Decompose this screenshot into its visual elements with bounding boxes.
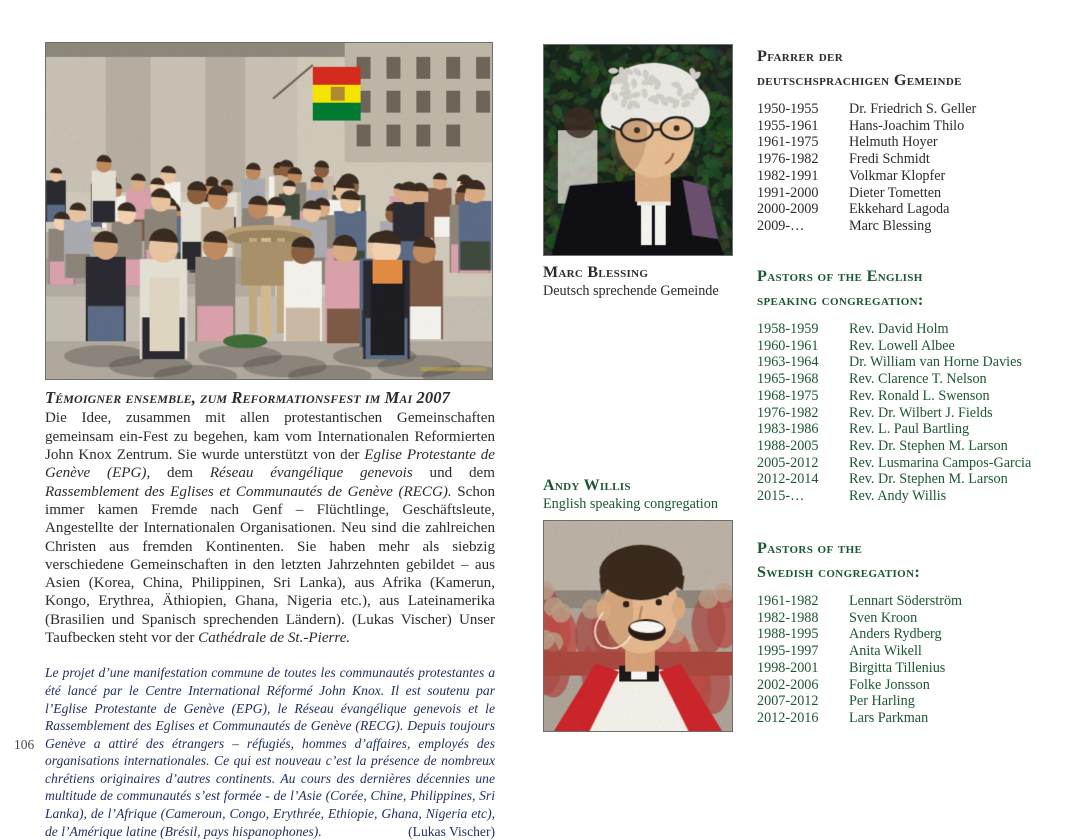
roster-row bbox=[757, 151, 1057, 168]
roster-heading-line1: Pastors of the English bbox=[757, 267, 923, 285]
roster-name: Ekkehard Lagoda bbox=[849, 201, 950, 218]
roster-years: 1968-1975 bbox=[757, 387, 819, 404]
roster-years: 2000-2009 bbox=[757, 201, 819, 218]
german-italic-4: Cathédrale de St.-Pierre. bbox=[198, 630, 351, 647]
roster-years: 1988-1995 bbox=[757, 626, 819, 643]
roster-name: Rev. Clarence T. Nelson bbox=[849, 371, 987, 388]
roster-row bbox=[757, 677, 1057, 694]
roster-row bbox=[757, 660, 1057, 677]
roster-years: 1961-1975 bbox=[757, 134, 819, 151]
french-credit: (Lukas Vischer) bbox=[408, 823, 495, 839]
reformation-festival-photo bbox=[45, 42, 493, 380]
photo-caption bbox=[45, 389, 495, 407]
roster-name: Rev. Andy Willis bbox=[849, 488, 947, 505]
roster-row bbox=[757, 218, 1057, 235]
andy-willis-portrait bbox=[543, 520, 733, 732]
roster-row bbox=[757, 455, 1057, 472]
roster-row bbox=[757, 388, 1057, 405]
roster-name: Folke Jonsson bbox=[849, 676, 930, 693]
roster-years: 1982-1988 bbox=[757, 609, 819, 626]
roster-years: 2015-… bbox=[757, 488, 805, 505]
french-text: Le projet d’une manifestation commune de toutes les communautés protestantes a été lancé par le Centre International Réformé John Knox. Il est soutenu par l’Eglise Protestante de Genève (EPG), le Réseau évangélique genevois et le Rassemblement des Eglises et Communautés de Genève (RECG). Depuis toujours Genève a attiré des étrangers – réfugiés, hommes d’affaires, employés des organisations internationales. Ce qui est nouveau c’est la présence de nombreux chrétiens originaires d’autres continents. Au cours des dernières décennies une multitude de communautés s’est formée - de l’Asie (Corée, Chine, Philippines, Sri Lanka), de l’Afrique (Cameroun, Congo, Erythrée, Ethiopie, Ghana, Nigeria etc), de l’Amérique latine (Brésil, pays hispanophones). bbox=[45, 665, 495, 839]
roster-row bbox=[757, 438, 1057, 455]
roster-row bbox=[757, 168, 1057, 185]
portrait-name-andy: Andy Willis bbox=[543, 477, 631, 494]
roster-row bbox=[757, 693, 1057, 710]
portrait-role-marc: Deutsch sprechende Gemeinde bbox=[543, 282, 719, 299]
roster-row bbox=[757, 710, 1057, 727]
roster-name: Rev. Dr. Stephen M. Larson bbox=[849, 437, 1008, 454]
portrait-role-andy: English speaking congregation bbox=[543, 495, 718, 512]
roster-years: 1955-1961 bbox=[757, 117, 819, 134]
roster-name: Rev. Ronald L. Swenson bbox=[849, 387, 990, 404]
left-column bbox=[45, 42, 495, 840]
roster-row bbox=[757, 185, 1057, 202]
roster-english-pastors bbox=[757, 264, 1057, 505]
roster-row bbox=[757, 118, 1057, 135]
roster-row bbox=[757, 593, 1057, 610]
roster-name: Rev. Dr. Wilbert J. Fields bbox=[849, 404, 993, 421]
roster-name: Rev. Lowell Albee bbox=[849, 337, 955, 354]
roster-row bbox=[757, 471, 1057, 488]
roster-rows-german bbox=[757, 101, 1057, 235]
roster-row bbox=[757, 321, 1057, 338]
roster-years: 1961-1982 bbox=[757, 593, 819, 609]
roster-years: 1965-1968 bbox=[757, 371, 819, 388]
roster-name: Marc Blessing bbox=[849, 217, 932, 234]
roster-name: Dr. Friedrich S. Geller bbox=[849, 101, 977, 117]
roster-heading-line1: Pastors of the bbox=[757, 539, 863, 557]
roster-name: Anders Rydberg bbox=[849, 626, 942, 643]
roster-german-pastors bbox=[757, 44, 1057, 235]
german-text-3: und dem bbox=[412, 465, 495, 482]
roster-swedish-pastors bbox=[757, 536, 1057, 727]
roster-row bbox=[757, 354, 1057, 371]
roster-name: Helmuth Hoyer bbox=[849, 134, 938, 151]
roster-years: 1988-2005 bbox=[757, 437, 819, 454]
roster-name: Sven Kroon bbox=[849, 609, 918, 626]
roster-name: Rev. Lusmarina Campos-Garcia bbox=[849, 454, 1032, 471]
roster-name: Rev. L. Paul Bartling bbox=[849, 421, 970, 438]
marc-blessing-portrait bbox=[543, 44, 733, 256]
roster-heading-line2: speaking congregation: bbox=[757, 291, 924, 309]
roster-years: 2007-2012 bbox=[757, 693, 819, 710]
roster-name: Dieter Tometten bbox=[849, 184, 942, 201]
roster-row bbox=[757, 421, 1057, 438]
german-italic-1: Eglise Protestante de Genève (EPG), bbox=[45, 447, 495, 482]
photo-caption-text: Témoigner ensemble, zum Reformationsfest im Mai 2007 bbox=[45, 388, 450, 407]
roster-row bbox=[757, 488, 1057, 505]
portrait-block-marc bbox=[543, 44, 733, 299]
german-text-1: Die Idee, zusammen mit allen protestantischen Gemeinschaften gemeinsam ein-Fest zu begehen, kam vom Internationalen Reformierten John Knox Zentrum. Sie wurde unterstützt von der bbox=[45, 410, 495, 464]
german-italic-2: Réseau évangélique genevois bbox=[209, 465, 413, 482]
portrait-caption-marc bbox=[543, 265, 733, 299]
roster-name: Fredi Schmidt bbox=[849, 151, 930, 168]
roster-name: Rev. Dr. Stephen M. Larson bbox=[849, 471, 1008, 488]
roster-years: 1976-1982 bbox=[757, 404, 819, 421]
roster-name: Birgitta Tillenius bbox=[849, 659, 946, 676]
roster-years: 2002-2006 bbox=[757, 676, 819, 693]
roster-name: Volkmar Klopfer bbox=[849, 167, 946, 184]
roster-years: 1995-1997 bbox=[757, 643, 819, 660]
roster-name: Rev. David Holm bbox=[849, 321, 949, 337]
roster-row bbox=[757, 626, 1057, 643]
german-italic-3: Rassemblement des Eglises et Communautés de Genève (RECG). bbox=[45, 483, 452, 500]
roster-heading-line2: Swedish congregation: bbox=[757, 563, 921, 581]
roster-years: 1976-1982 bbox=[757, 151, 819, 168]
roster-years: 2005-2012 bbox=[757, 454, 819, 471]
roster-row bbox=[757, 371, 1057, 388]
roster-row bbox=[757, 643, 1057, 660]
roster-years: 1960-1961 bbox=[757, 337, 819, 354]
roster-rows-english bbox=[757, 321, 1057, 505]
middle-column bbox=[543, 44, 733, 512]
roster-years: 1998-2001 bbox=[757, 659, 819, 676]
german-text-2: dem bbox=[150, 465, 210, 482]
roster-rows-swedish bbox=[757, 593, 1057, 727]
roster-years: 2012-2014 bbox=[757, 471, 819, 488]
roster-name: Dr. William van Horne Davies bbox=[849, 354, 1022, 371]
roster-years: 1982-1991 bbox=[757, 167, 819, 184]
roster-name: Lennart Söderström bbox=[849, 593, 963, 609]
roster-row bbox=[757, 101, 1057, 118]
roster-heading-line1: Pfarrer der bbox=[757, 47, 844, 65]
german-text-4: Schon immer kamen Fremde nach Genf – Flüchtlinge, Geschäftsleute, Angestellte der Internationalen Organisationen. Neu sind die zahlreichen Christen aus fremden Kontinenten. Sie haben mehr als siebzig verschiedene Gemeinschaften in den letzten Jahrzehnten gebildet – aus Asien (Korea, China, Philippinen, Sri Lanka), aus Afrika (Kamerun, Kongo, Erythrea, Äthiopien, Ghana, Nigeria etc.), aus Lateinamerika (Brasilien und Spanisch sprechenden Ländern). (Lukas Vischer) Unser Taufbecken steht vor der bbox=[45, 483, 496, 647]
roster-heading-line2: deutschsprachigen Gemeinde bbox=[757, 71, 962, 89]
roster-name: Per Harling bbox=[849, 693, 915, 710]
german-body-text bbox=[45, 409, 495, 647]
french-body-text bbox=[45, 664, 495, 840]
roster-years: 1958-1959 bbox=[757, 321, 819, 337]
roster-years: 1991-2000 bbox=[757, 184, 819, 201]
roster-years: 1950-1955 bbox=[757, 101, 819, 117]
portrait-caption-andy bbox=[543, 478, 733, 512]
roster-row bbox=[757, 201, 1057, 218]
roster-years: 2012-2016 bbox=[757, 709, 819, 726]
portrait-block-andy bbox=[543, 469, 733, 732]
roster-name: Lars Parkman bbox=[849, 709, 929, 726]
roster-years: 1983-1986 bbox=[757, 421, 819, 438]
portrait-name-marc: Marc Blessing bbox=[543, 264, 649, 281]
roster-row bbox=[757, 338, 1057, 355]
roster-row bbox=[757, 134, 1057, 151]
roster-row bbox=[757, 405, 1057, 422]
roster-years: 2009-… bbox=[757, 217, 805, 234]
roster-years: 1963-1964 bbox=[757, 354, 819, 371]
roster-name: Anita Wikell bbox=[849, 643, 922, 660]
page-number: 106 bbox=[14, 737, 35, 752]
roster-name: Hans-Joachim Thilo bbox=[849, 117, 965, 134]
roster-row bbox=[757, 610, 1057, 627]
